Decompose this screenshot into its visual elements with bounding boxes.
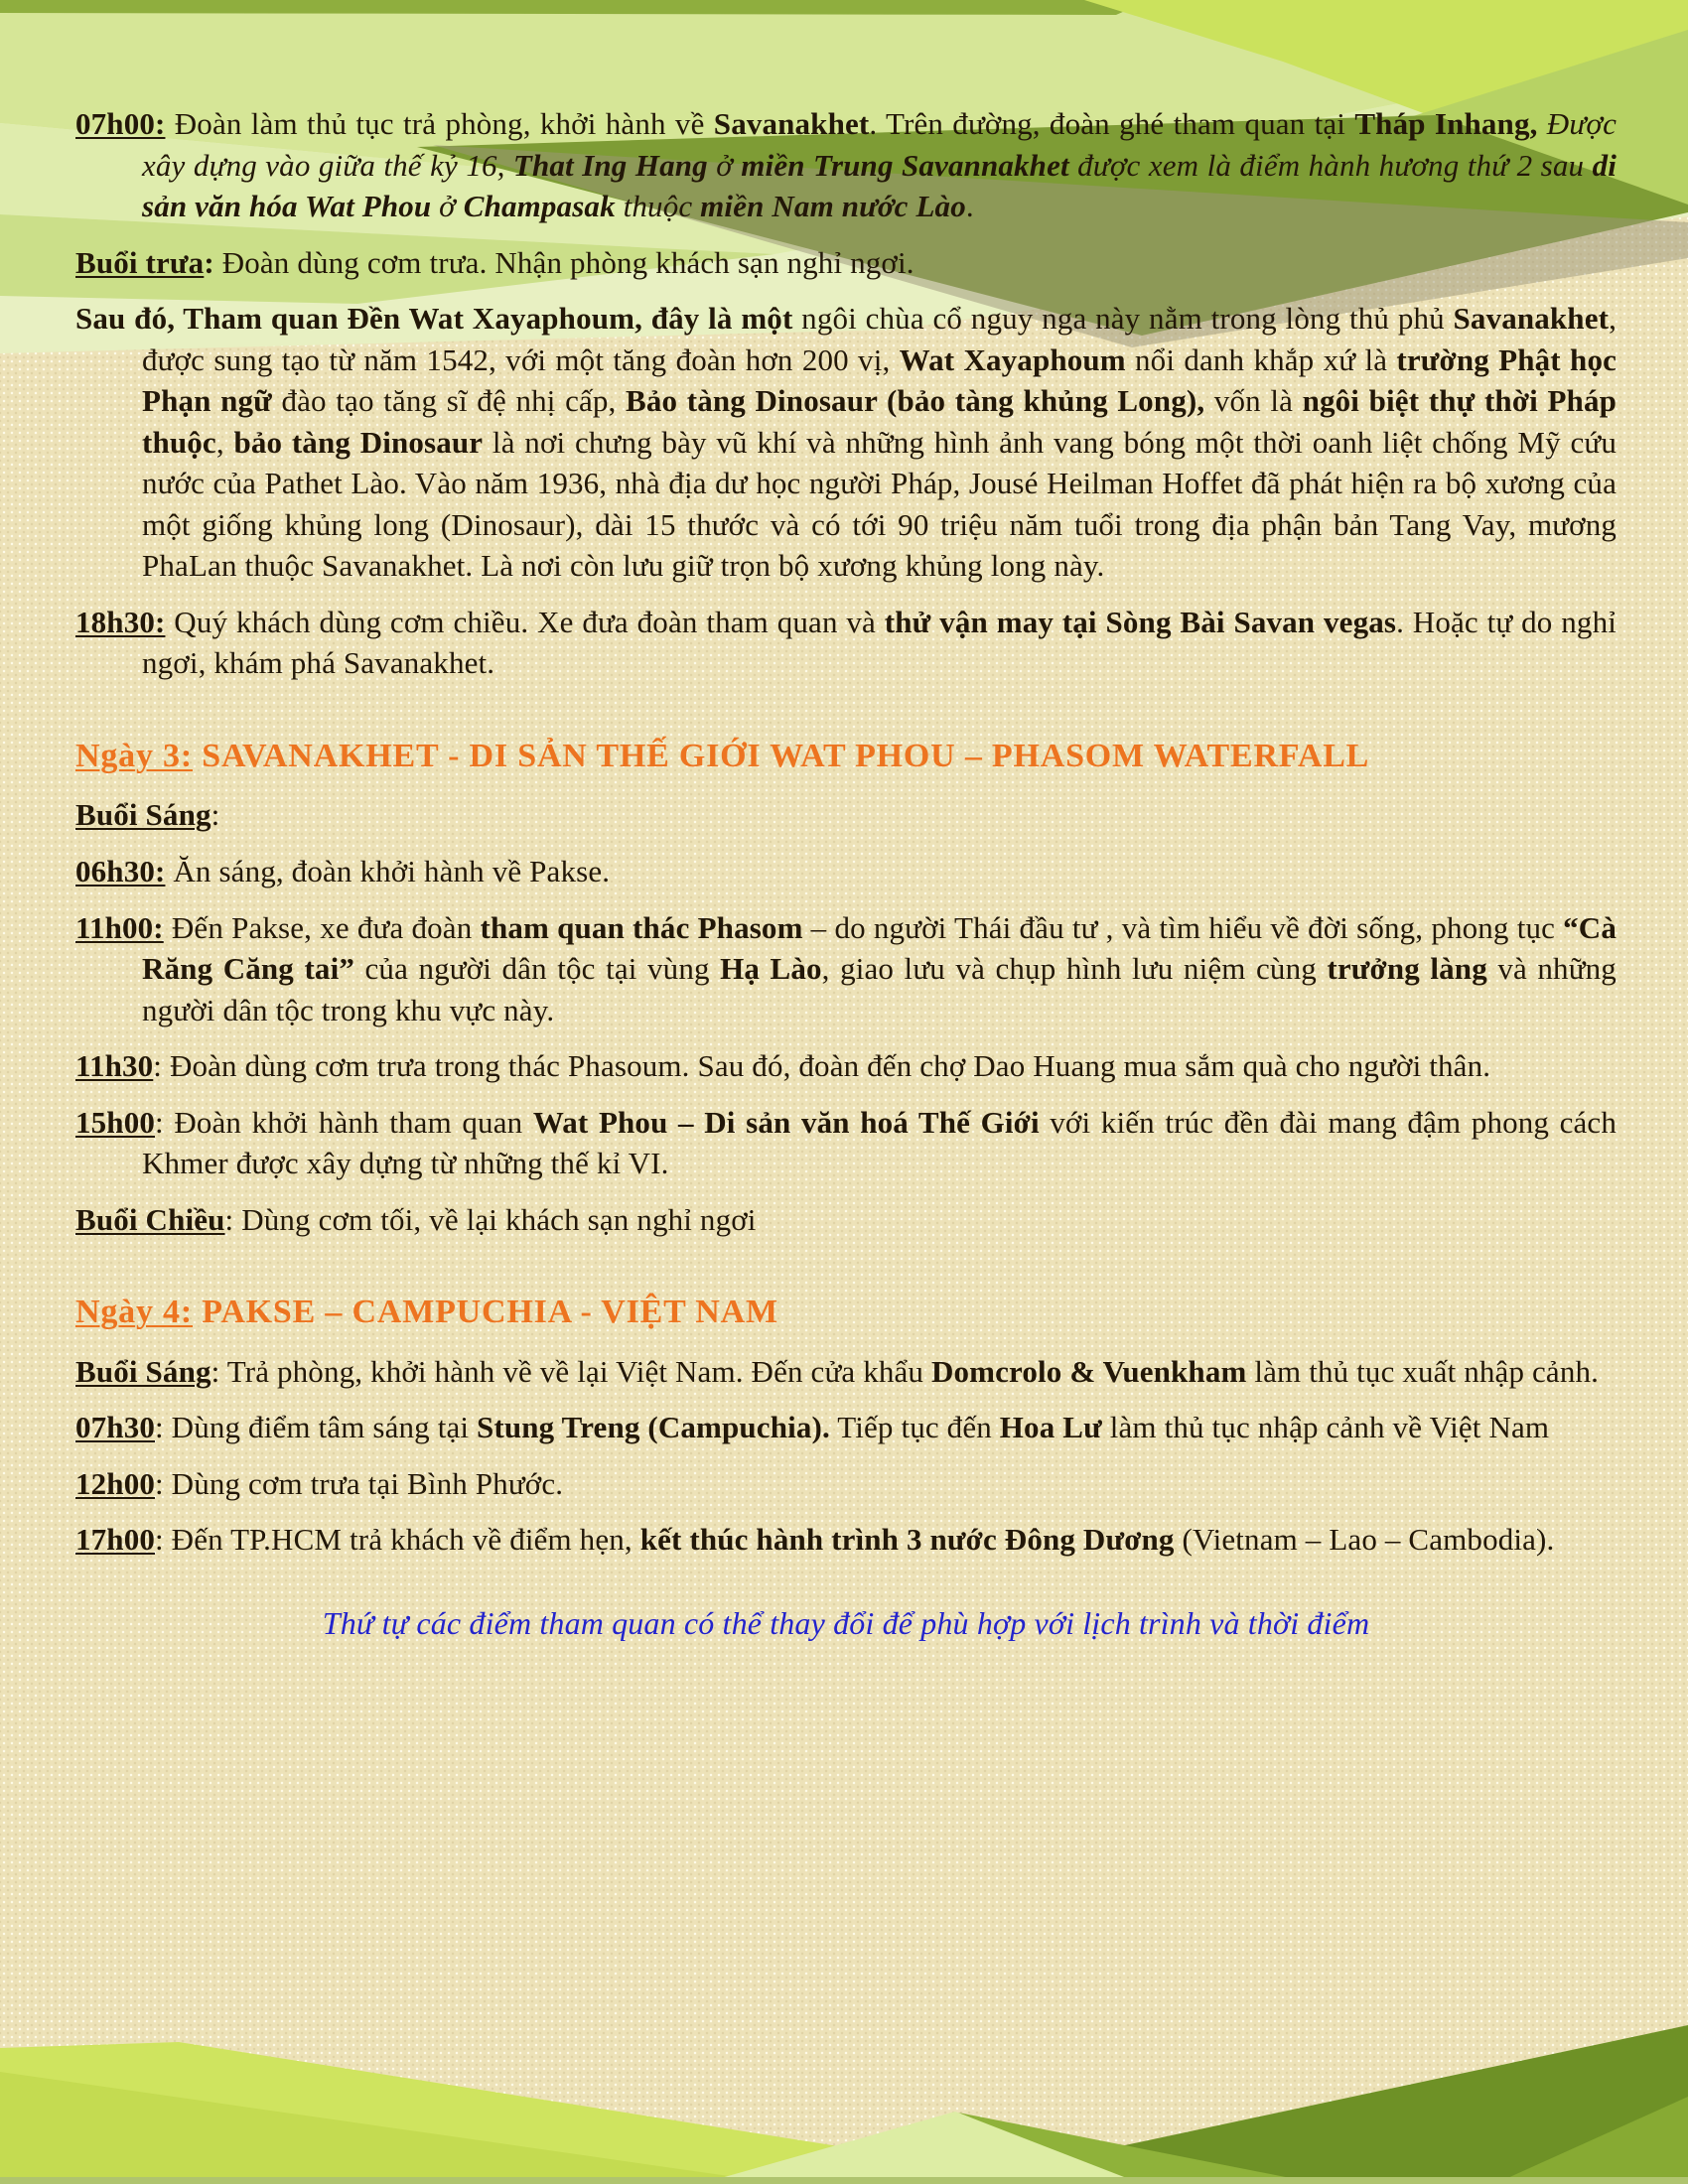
text-run: That Ing Hang: [512, 147, 708, 183]
entry-17h00-label: 17h00: [75, 1522, 155, 1558]
text-run: . Hoặc tự do nghỉ ngơi, khám phá Savanakhet.: [142, 604, 1617, 681]
schedule-note: [75, 1602, 1617, 1645]
entry-07h00: [75, 103, 1617, 227]
heading-ngay-3-label: Ngày 3:: [75, 737, 193, 774]
text-run: của người dân tộc tại vùng: [354, 951, 721, 987]
text-run: Hoa Lư: [999, 1410, 1102, 1445]
text-run: (Vietnam – Lao – Cambodia).: [1174, 1522, 1555, 1558]
entry-11h30: [75, 1045, 1617, 1087]
entry-07h00-label: 07h00:: [75, 106, 166, 141]
entry-11h00: [75, 907, 1617, 1031]
text-run: :: [204, 244, 214, 280]
heading-ngay-3: [75, 734, 1617, 779]
text-run: Bảo tàng Dinosaur (bảo tàng khủng Long),: [626, 383, 1205, 419]
text-run: Ăn sáng, đoàn khởi hành về Pakse.: [165, 853, 611, 888]
text-run: nổi danh khắp xứ là: [1125, 341, 1397, 377]
entry-buoi-sang-ngay-3: [75, 794, 1617, 836]
text-run: : Dùng cơm trưa tại Bình Phước.: [155, 1465, 564, 1501]
text-run: Savanakhet: [713, 106, 870, 141]
text-run: Tháp Inhang,: [1354, 106, 1538, 141]
entry-06h30: [75, 851, 1617, 892]
text-run: miền Trung Savannakhet: [741, 147, 1069, 183]
text-run: Tiếp tục đến: [829, 1410, 1000, 1445]
text-run: : Dùng cơm tối, về lại khách sạn nghỉ ngơi: [224, 1201, 757, 1237]
text-run: vốn là: [1204, 383, 1303, 419]
heading-ngay-4-label: Ngày 4:: [75, 1294, 193, 1331]
text-run: : Dùng điểm tâm sáng tại: [155, 1410, 478, 1445]
text-run: và những người dân tộc trong khu vực này.: [142, 951, 1617, 1027]
text-run: di sản văn hóa Wat Phou: [142, 147, 1617, 224]
entry-buoi-chieu-ngay-3-label: Buổi Chiều: [75, 1201, 225, 1237]
text-run: ở: [707, 147, 742, 183]
text-run: được xem là điểm hành hương thứ 2 sau: [1068, 147, 1593, 183]
entry-buoi-sang-ngay-4: [75, 1351, 1617, 1393]
text-run: : Trả phòng, khởi hành về về lại Việt Nam. Đến cửa khẩu: [211, 1353, 931, 1389]
text-run: Savanakhet: [1453, 301, 1610, 337]
itinerary-body: [75, 103, 1617, 1660]
text-run: bảo tàng Dinosaur: [233, 424, 484, 460]
text-run: Domcrolo & Vuenkham: [930, 1353, 1247, 1389]
text-run: : Đoàn dùng cơm trưa trong thác Phasoum. Sau đó, đoàn đến chợ Dao Huang mua sắm quà cho người thân.: [153, 1048, 1491, 1084]
text-run: miền Nam nước Lào: [700, 189, 966, 224]
entry-15h00: [75, 1102, 1617, 1184]
text-run: : Đến TP.HCM trả khách về điểm hẹn,: [155, 1522, 640, 1558]
entry-11h30-label: 11h30: [75, 1048, 154, 1084]
entry-buoi-trua-label: Buổi trưa: [75, 244, 205, 280]
text-run: Được xây dựng vào giữa thế kỷ 16,: [142, 106, 1617, 183]
text-run: ngôi biệt thự thời Pháp thuộc: [142, 383, 1617, 460]
entry-buoi-chieu-ngay-3: [75, 1199, 1617, 1241]
text-run: Hạ Lào: [720, 951, 822, 987]
text-run: trưởng làng: [1327, 951, 1487, 987]
text-run: Quý khách dùng cơm chiều. Xe đưa đoàn tham quan và: [165, 604, 885, 639]
heading-ngay-4: [75, 1290, 1617, 1335]
text-run: với kiến trúc đền đài mang đậm phong cách Khmer được xây dựng từ những thế kỉ VI.: [142, 1104, 1617, 1181]
entry-15h00-label: 15h00: [75, 1104, 155, 1140]
text-run: “Cà Răng Căng tai”: [142, 909, 1617, 987]
entry-06h30-label: 06h30:: [75, 853, 166, 888]
entry-buoi-sang-ngay-3-label: Buổi Sáng: [75, 797, 211, 833]
text-run: là nơi chưng bày vũ khí và những hình ảnh vang bóng một thời oanh liệt chống Mỹ cứu nước của Pathet Lào. Vào năm 1936, nhà địa dư học người Pháp, Jousé Heilman Hoffet đã phát hiện ra bộ xương của một giống khủng long (Dinosaur), dài 15 thước và có tới 90 triệu năm tuổi trong địa phận bản Tang Vay, mương PhaLan thuộc Savanakhet. Là nơi còn lưu giữ trọn bộ xương khủng long này.: [142, 424, 1617, 584]
text-run: kết thúc hành trình 3 nước Đông Dương: [639, 1522, 1175, 1558]
text-run: làm thủ tục nhập cảnh về Việt Nam: [1101, 1410, 1550, 1445]
text-run: Sau đó, Tham quan Đền Wat Xayaphoum, đây là một: [75, 301, 793, 337]
entry-12h00: [75, 1463, 1617, 1505]
entry-18h30: [75, 602, 1617, 684]
text-run: SAVANAKHET - DI SẢN THẾ GIỚI WAT PHOU – PHASOM WATERFALL: [192, 737, 1370, 774]
text-run: ở: [431, 189, 464, 224]
entry-buoi-trua: [75, 242, 1617, 284]
text-run: Stung Treng (Campuchia).: [477, 1410, 830, 1445]
entry-18h30-label: 18h30:: [75, 604, 166, 639]
text-run: , được sung tạo từ năm 1542, với một tăng đoàn hơn 200 vị,: [142, 301, 1617, 377]
text-run: Đoàn dùng cơm trưa. Nhận phòng khách sạn nghỉ ngơi.: [213, 244, 914, 280]
entry-sau-do: [75, 298, 1617, 587]
entry-11h00-label: 11h00:: [75, 909, 164, 945]
text-run: thuộc: [615, 189, 701, 224]
text-run: Đến Pakse, xe đưa đoàn: [163, 909, 481, 945]
text-run: .: [965, 189, 974, 224]
text-run: : Đoàn khởi hành tham quan: [155, 1104, 533, 1140]
text-run: Thứ tự các điểm tham quan có thể thay đổi để phù hợp với lịch trình và thời điểm: [322, 1604, 1370, 1641]
entry-buoi-sang-ngay-4-label: Buổi Sáng: [75, 1353, 211, 1389]
bottom-decoration-graphic: [0, 1985, 1688, 2184]
text-run: Wat Phou – Di sản văn hoá Thế Giới: [532, 1104, 1040, 1140]
text-run: Champasak: [463, 189, 616, 224]
text-run: Đoàn làm thủ tục trả phòng, khởi hành về: [165, 106, 714, 141]
entry-17h00: [75, 1519, 1617, 1561]
text-run: trường Phật học Phạn ngữ: [142, 341, 1617, 419]
text-run: . Trên đường, đoàn ghé tham quan tại: [869, 106, 1355, 141]
text-run: ,: [215, 424, 234, 460]
text-run: làm thủ tục xuất nhập cảnh.: [1246, 1353, 1600, 1389]
text-run: thử vận may tại Sòng Bài Savan vegas: [884, 604, 1397, 639]
text-run: tham quan thác Phasom: [480, 909, 803, 945]
text-run: – do người Thái đầu tư , và tìm hiểu về đời sống, phong tục: [802, 909, 1564, 945]
entry-07h30-label: 07h30: [75, 1410, 155, 1445]
text-run: PAKSE – CAMPUCHIA - VIỆT NAM: [192, 1294, 778, 1331]
entry-07h30: [75, 1407, 1617, 1448]
text-run: :: [211, 797, 220, 833]
text-run: đào tạo tăng sĩ đệ nhị cấp,: [271, 383, 627, 419]
entry-12h00-label: 12h00: [75, 1465, 155, 1501]
text-run: , giao lưu và chụp hình lưu niệm cùng: [821, 951, 1328, 987]
text-run: Wat Xayaphoum: [899, 341, 1126, 377]
text-run: ngôi chùa cổ nguy nga này nằm trong lòng thủ phủ: [792, 301, 1454, 337]
